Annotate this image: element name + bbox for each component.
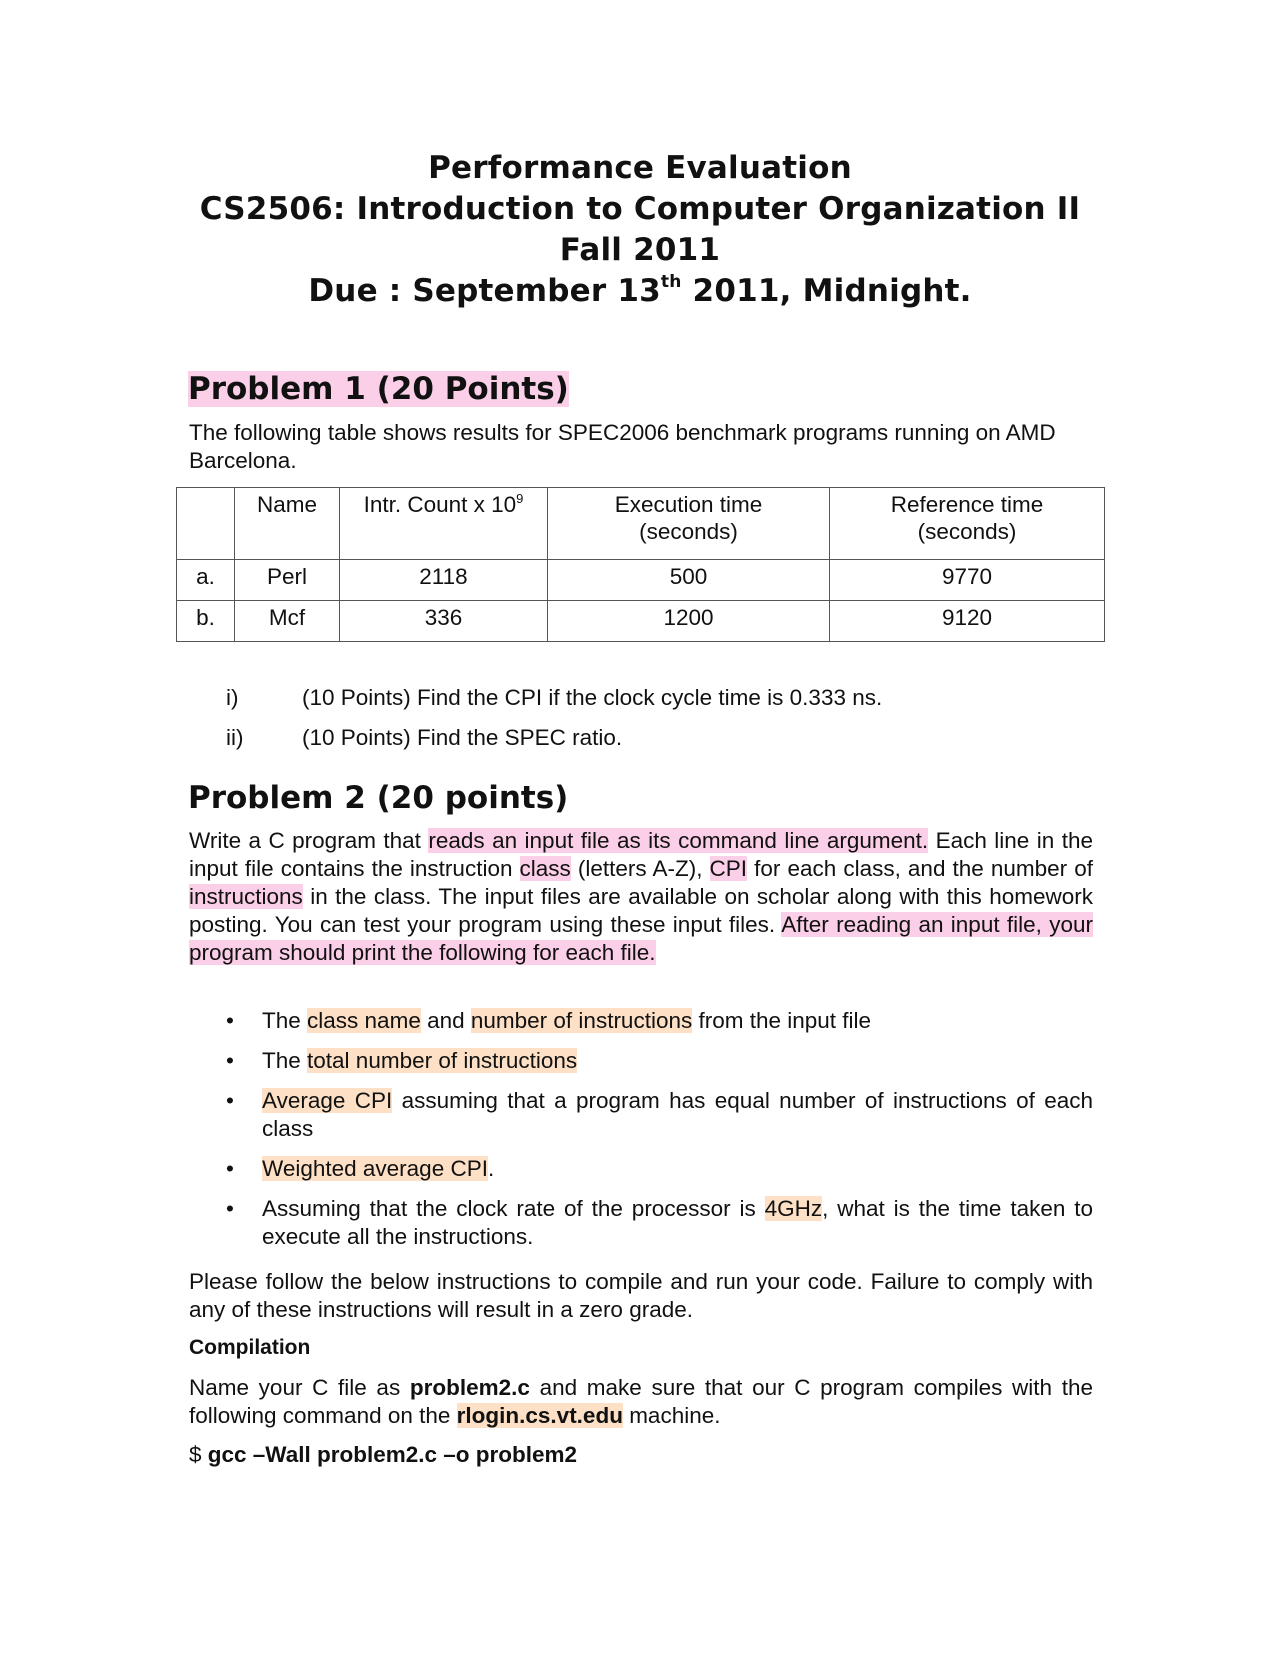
table-cell-name: Mcf (235, 601, 340, 642)
instructions-paragraph: Please follow the below instructions to compile and run your code. Failure to comply with any of these instructions will result in a zero grade. (189, 1269, 1093, 1322)
question-text: (10 Points) Find the SPEC ratio. (302, 725, 623, 750)
table-cell-ref: 9770 (830, 560, 1105, 601)
highlight: number of instructions (470, 1008, 693, 1033)
list-item: • Weighted average CPI. (226, 1156, 495, 1181)
due-date-suffix: 2011, Midnight. (681, 273, 972, 309)
highlight: class name (307, 1008, 421, 1033)
compilation-heading: Compilation (189, 1336, 311, 1359)
title-course: CS2506: Introduction to Computer Organization II (199, 191, 1081, 227)
bullet-icon: • (226, 1088, 234, 1113)
highlight: reads an input file as its command line argument. (428, 828, 929, 853)
table-cell-label: b. (177, 601, 235, 642)
bullet-icon: • (226, 1196, 234, 1221)
title-term: Fall 2011 (559, 232, 721, 268)
list-item: • The class name and number of instructions from the input file (226, 1008, 872, 1033)
due-date-prefix: Due : September 13 (308, 273, 661, 309)
table-cell-count: 336 (340, 601, 548, 642)
table-row (177, 601, 1105, 642)
table-header-name: Name (235, 488, 340, 560)
table-row (177, 560, 1105, 601)
command-prompt: $ (189, 1442, 208, 1467)
problem1-heading-text: Problem 1 (20 Points) (188, 371, 569, 407)
table-header-count: Intr. Count x $10^9$ (340, 488, 548, 560)
command-text: gcc –Wall problem2.c –o problem2 (207, 1442, 578, 1467)
question-item (226, 684, 882, 712)
highlight: 4GHz (764, 1196, 823, 1221)
question-number: i) (226, 685, 239, 710)
list-item: • Average CPI assuming that a program has equal number of instructions of each class (226, 1088, 1094, 1141)
compilation-paragraph: Name your C file as problem2.c and make sure that our C program compiles with the following command on the rlogin.cs.vt.edu machine. (189, 1375, 1093, 1428)
table-cell-ref: 9120 (830, 601, 1105, 642)
problem1-heading (188, 369, 569, 409)
highlight: class (519, 856, 571, 881)
title-due-date (0, 271, 1280, 312)
due-date-ordinal: th (660, 272, 682, 292)
bullet-icon: • (226, 1156, 234, 1181)
question-text: (10 Points) Find the CPI if the clock cycle time is 0.333 ns. (302, 685, 883, 710)
table-cell-exec: 500 (548, 560, 830, 601)
bullet-icon: • (226, 1048, 234, 1073)
compile-command (189, 1441, 1093, 1469)
highlight: Weighted average CPI (262, 1156, 488, 1181)
bullet-icon: • (226, 1008, 234, 1033)
highlight: total number of instructions (307, 1048, 578, 1073)
table-cell-exec: 1200 (548, 601, 830, 642)
table-cell-name: Perl (235, 560, 340, 601)
problem1-intro: The following table shows results for SPEC2006 benchmark programs running on AMD Barcelona. (189, 420, 1056, 473)
filename: problem2.c (409, 1375, 530, 1400)
highlight: CPI (709, 856, 748, 881)
table-header-blank (177, 488, 235, 560)
highlight: instructions (189, 884, 303, 909)
machine-name: rlogin.cs.vt.edu (456, 1403, 623, 1428)
table-cell-label: a. (177, 560, 235, 601)
highlight: Average CPI (262, 1088, 393, 1113)
document-title-block (0, 148, 1280, 312)
problem2-heading: Problem 2 (20 points) (188, 780, 569, 816)
highlight: After reading an input file, your program should print the following for each file. (189, 912, 1093, 965)
table-header-exec-time: Execution time (seconds) (548, 488, 830, 560)
table-header-ref-time: Reference time (seconds) (830, 488, 1105, 560)
list-item: • Assuming that the clock rate of the processor is 4GHz, what is the time taken to execute all the instructions. (226, 1196, 1093, 1249)
title-topic: Performance Evaluation (428, 150, 852, 186)
list-item: • The total number of instructions (226, 1048, 578, 1073)
problem2-description: Write a C program that reads an input file as its command line argument. Each line in the input file contains the instruction class (letters A-Z), CPI for each class, and the number of instructions in the class. The input files are available on scholar along with this homework posting. You can test your program using these input files. After reading an input file, your program should print the following for each file. (189, 828, 1093, 965)
question-item (226, 724, 622, 752)
table-cell-count: 2118 (340, 560, 548, 601)
question-number: ii) (226, 725, 244, 750)
requirements-list (226, 1007, 1093, 1263)
table-header-row (177, 488, 1105, 560)
spec-benchmark-table (176, 487, 1105, 642)
